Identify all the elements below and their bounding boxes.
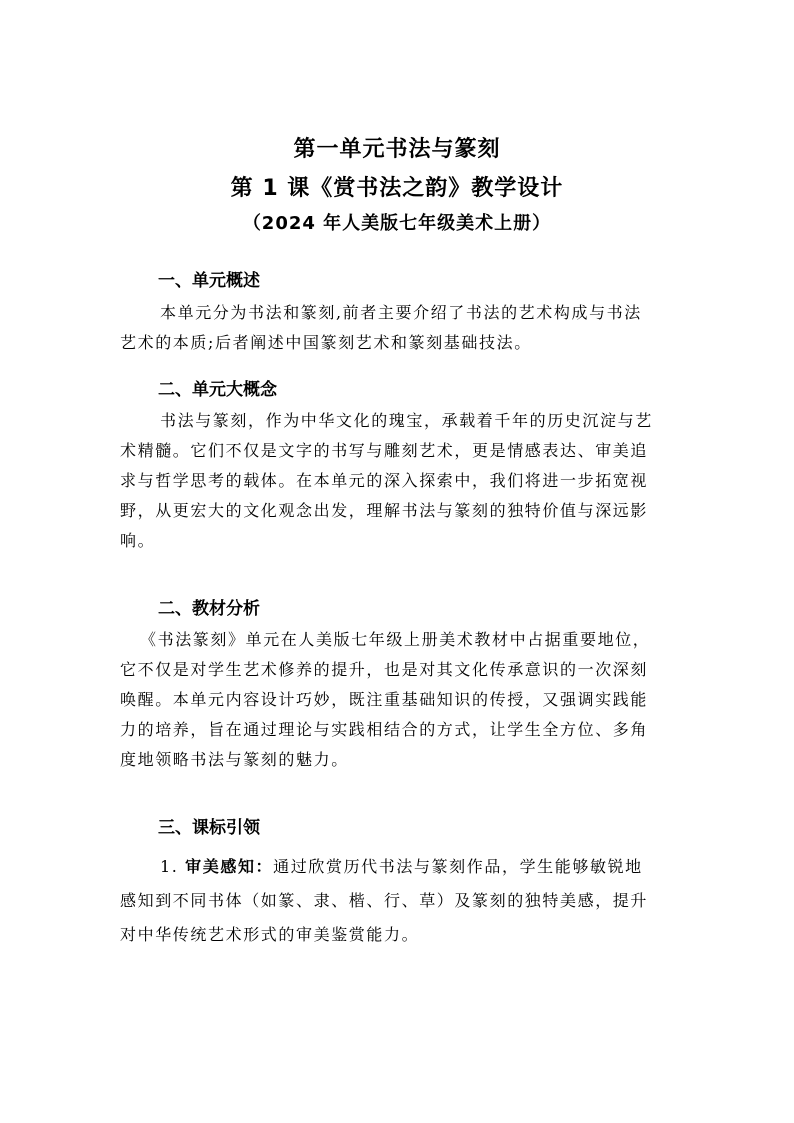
section-heading-big-concept: 二、单元大概念 xyxy=(158,380,277,400)
paragraph-line: 术精髓。它们不仅是文字的书写与雕刻艺术，更是情感表达、审美追 xyxy=(120,441,649,460)
list-item-label: 审美感知： xyxy=(185,857,274,876)
paragraph-line: 唤醒。本单元内容设计巧妙，既注重基础知识的传授，又强调实践能 xyxy=(120,690,649,709)
paragraph-line: 对中华传统艺术形式的审美鉴赏能力。 xyxy=(120,925,420,944)
paragraph-line: 感知到不同书体（如篆、隶、楷、行、草）及篆刻的独特美感，提升 xyxy=(120,891,649,910)
paragraph-line: 本单元分为书法和篆刻,前者主要介绍了书法的艺术构成与书法 xyxy=(160,303,642,322)
edition-subtitle: （2024 年人美版七年级美术上册） xyxy=(242,213,552,234)
paragraph-line: 求与哲学思考的载体。在本单元的深入探索中，我们将进一步拓宽视 xyxy=(120,471,649,490)
paragraph-line: 度地领略书法与篆刻的魅力。 xyxy=(120,750,349,769)
list-item-first-line xyxy=(120,850,680,884)
section-heading-textbook-analysis: 二、教材分析 xyxy=(158,599,260,619)
paragraph-line: 《书法篆刻》单元在人美版七年级上册美术教材中占据重要地位， xyxy=(140,630,651,649)
unit-title: 第一单元书法与篆刻 xyxy=(293,137,501,162)
paragraph-line: 力的培养，旨在通过理论与实践相结合的方式，让学生全方位、多角 xyxy=(120,720,649,739)
paragraph-line: 艺术的本质;后者阐述中国篆刻艺术和篆刻基础技法。 xyxy=(120,333,532,352)
section-heading-unit-overview: 一、单元概述 xyxy=(158,271,260,291)
paragraph-line: 书法与篆刻，作为中华文化的瑰宝，承载着千年的历史沉淀与艺 xyxy=(160,411,653,430)
lesson-title: 第 1 课《赏书法之韵》教学设计 xyxy=(230,176,564,201)
paragraph-line: 它不仅是对学生艺术修养的提升，也是对其文化传承意识的一次深刻 xyxy=(120,660,649,679)
paragraph-aesthetic-perception xyxy=(120,850,680,952)
paragraph-big-concept xyxy=(120,406,680,556)
paragraph-textbook-analysis xyxy=(120,625,680,775)
list-item-text: 通过欣赏历代书法与篆刻作品，学生能够敏锐地 xyxy=(273,857,643,876)
list-item-number: 1. xyxy=(160,857,179,876)
paragraph-line: 响。 xyxy=(120,531,156,550)
paragraph-unit-overview xyxy=(120,298,680,358)
section-heading-curriculum-guidance: 三、课标引领 xyxy=(158,818,260,838)
paragraph-line: 野，从更宏大的文化观念出发，理解书法与篆刻的独特价值与深远影 xyxy=(120,501,649,520)
